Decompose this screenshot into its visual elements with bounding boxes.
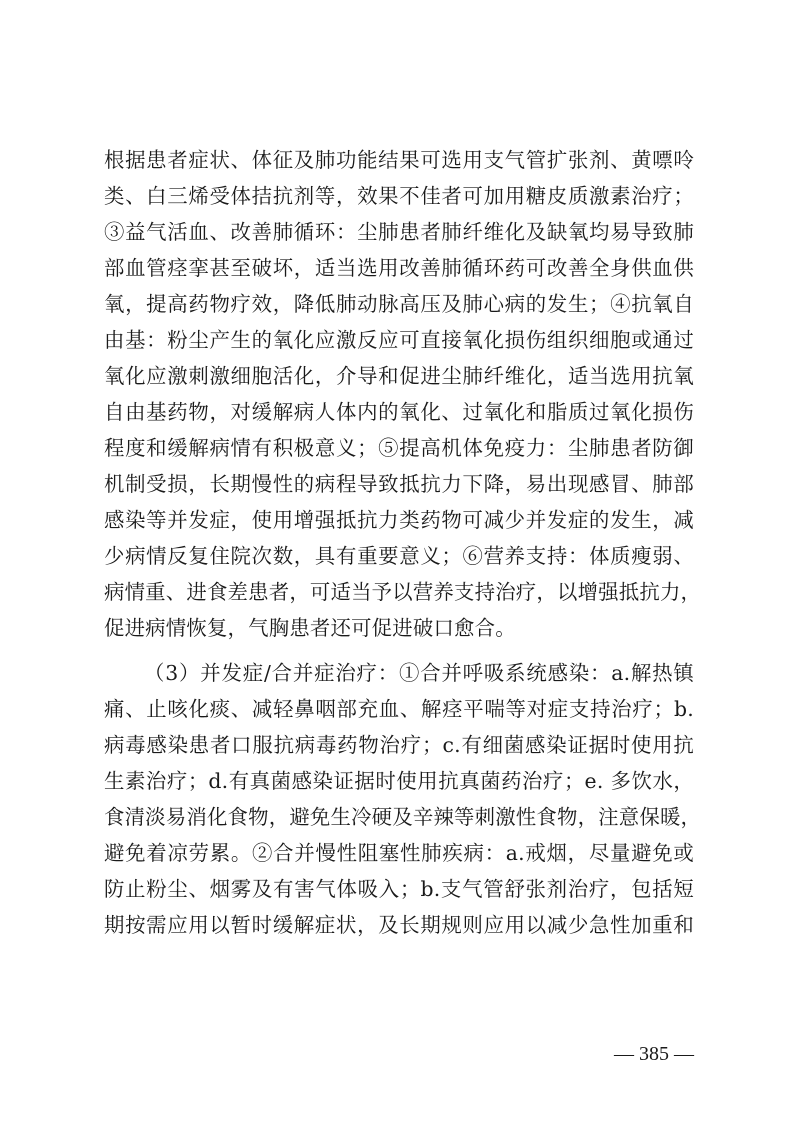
text-line: ③益气活血、改善肺循环：尘肺患者肺纤维化及缺氧均易导致肺 xyxy=(104,220,694,244)
text-line: 机制受损，长期慢性的病程导致抵抗力下降，易出现感冒、肺部 xyxy=(104,472,694,496)
text-line: 根据患者症状、体征及肺功能结果可选用支气管扩张剂、黄嘌呤 xyxy=(104,148,694,172)
text-line: 自由基药物，对缓解病人体内的氧化、过氧化和脂质过氧化损伤 xyxy=(104,400,694,424)
text-line: 防止粉尘、烟雾及有害气体吸入；b.支气管舒张剂治疗，包括短 xyxy=(104,877,694,901)
text-line: 氧化应激刺激细胞活化，介导和促进尘肺纤维化，适当选用抗氧 xyxy=(104,364,694,388)
text-line: 程度和缓解病情有积极意义；⑤提高机体免疫力：尘肺患者防御 xyxy=(104,436,694,460)
text-line: 避免着凉劳累。②合并慢性阻塞性肺疾病：a.戒烟，尽量避免或 xyxy=(104,841,694,865)
text-line: 生素治疗；d.有真菌感染证据时使用抗真菌药治疗；e. 多饮水， xyxy=(104,769,694,793)
text-line: 食清淡易消化食物，避免生冷硬及辛辣等刺激性食物，注意保暖， xyxy=(104,805,702,829)
page-number: — 385 — xyxy=(614,1043,694,1065)
text-line: 促进病情恢复，气胸患者还可促进破口愈合。 xyxy=(104,616,516,640)
text-line: 病情重、进食差患者，可适当予以营养支持治疗，以增强抵抗力， xyxy=(104,580,702,604)
text-line: 类、白三烯受体拮抗剂等，效果不佳者可加用糖皮质激素治疗； xyxy=(104,184,694,208)
text-line: 痛、止咳化痰、减轻鼻咽部充血、解痉平喘等对症支持治疗；b. xyxy=(104,697,694,721)
text-line: （3）并发症/合并症治疗：①合并呼吸系统感染：a.解热镇 xyxy=(144,661,694,685)
text-line: 部血管痉挛甚至破坏，适当选用改善肺循环药可改善全身供血供 xyxy=(104,256,694,280)
text-line: 病毒感染患者口服抗病毒药物治疗；c.有细菌感染证据时使用抗 xyxy=(104,733,694,757)
text-line: 少病情反复住院次数，具有重要意义；⑥营养支持：体质瘦弱、 xyxy=(104,544,694,568)
text-line: 由基：粉尘产生的氧化应激反应可直接氧化损伤组织细胞或通过 xyxy=(104,328,694,352)
text-line: 期按需应用以暂时缓解症状，及长期规则应用以减少急性加重和 xyxy=(104,913,694,937)
text-line: 感染等并发症，使用增强抵抗力类药物可减少并发症的发生，减 xyxy=(104,508,694,532)
text-line: 氧，提高药物疗效，降低肺动脉高压及肺心病的发生；④抗氧自 xyxy=(104,292,694,316)
